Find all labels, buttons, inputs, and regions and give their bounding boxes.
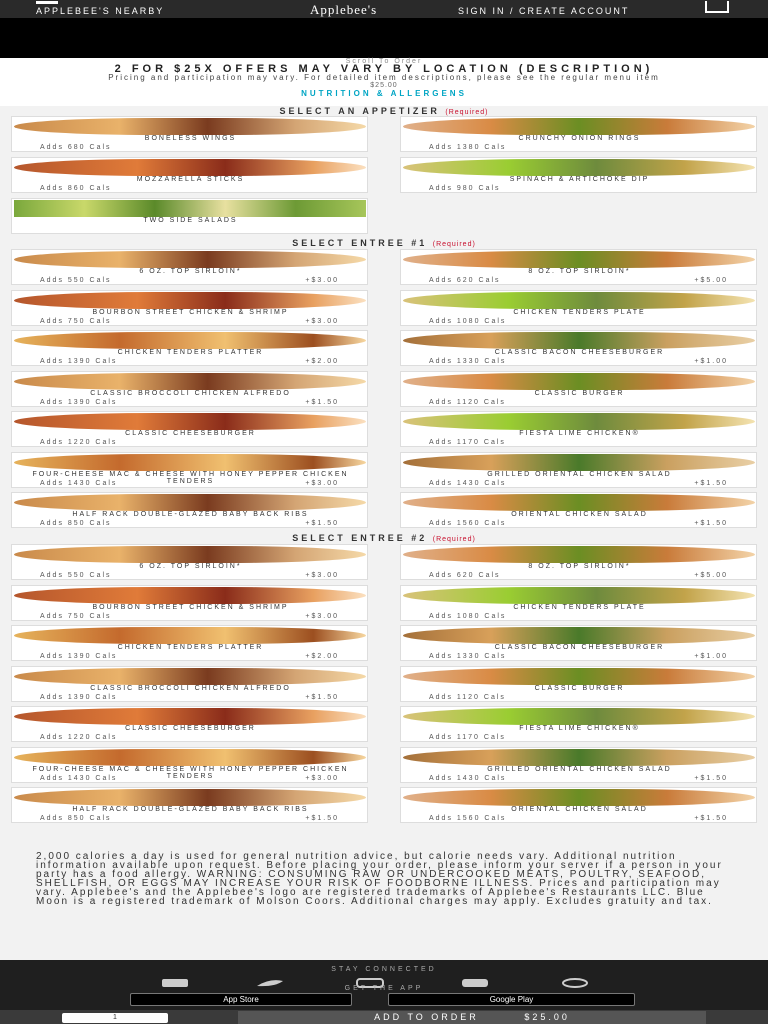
menu-item-image [14, 494, 366, 511]
menu-item-calories: Adds 620 Cals [429, 572, 501, 579]
menu-item-image [14, 413, 366, 430]
menu-item-card[interactable] [11, 249, 368, 285]
menu-item-calories: Adds 1220 Cals [40, 734, 118, 741]
menu-item-name: GRILLED ORIENTAL CHICKEN SALAD [487, 765, 672, 773]
menu-item-calories: Adds 750 Cals [40, 612, 112, 620]
menu-item-image [403, 587, 755, 604]
app-store-badge[interactable]: App Store [130, 993, 352, 1006]
menu-item-upcharge: +$3.00 [305, 612, 339, 620]
menu-item-upcharge: +$1.50 [305, 693, 339, 701]
menu-item-image [14, 200, 366, 217]
youtube-icon[interactable] [460, 975, 490, 985]
menu-item-card[interactable] [400, 625, 757, 661]
menu-item-calories: Adds 680 Cals [40, 144, 112, 151]
required-badge: (Required) [445, 109, 489, 116]
add-to-order-label: ADD TO ORDER [374, 1012, 479, 1022]
required-badge: (Required) [432, 536, 476, 543]
menu-item-upcharge: +$5.00 [694, 572, 728, 579]
twitter-icon[interactable] [255, 975, 285, 985]
menu-item-card[interactable] [11, 290, 368, 326]
menu-item-card[interactable] [11, 706, 368, 742]
menu-item-card[interactable] [400, 371, 757, 407]
add-to-order-button[interactable] [238, 1011, 706, 1024]
menu-item-name: CHICKEN TENDERS PLATTER [117, 644, 264, 651]
menu-item-name: CLASSIC CHEESEBURGER [125, 725, 256, 732]
menu-item-card[interactable] [400, 157, 757, 193]
signin-link[interactable]: SIGN IN / CREATE ACCOUNT [458, 6, 630, 16]
section-title: SELECT AN APPETIZER [279, 106, 440, 116]
menu-item-upcharge: +$1.50 [694, 774, 728, 782]
menu-item-upcharge: +$3.00 [305, 774, 339, 782]
menu-item-calories: Adds 1380 Cals [429, 144, 507, 151]
menu-item-upcharge: +$3.00 [305, 572, 339, 579]
menu-item-card[interactable] [11, 747, 368, 783]
menu-item-image [14, 292, 366, 309]
menu-item-image [14, 668, 366, 685]
menu-item-card[interactable] [400, 787, 757, 823]
menu-item-calories: Adds 860 Cals [40, 185, 112, 192]
menu-item-card[interactable] [11, 371, 368, 407]
menu-item-name: CHICKEN TENDERS PLATE [513, 603, 646, 611]
menu-item-card[interactable] [11, 157, 368, 193]
menu-item-upcharge: +$1.50 [694, 479, 728, 487]
menu-item-calories: Adds 1390 Cals [40, 653, 118, 660]
menu-item-calories: Adds 1170 Cals [429, 734, 506, 741]
menu-item-image [14, 118, 366, 135]
menu-item-name: CLASSIC BURGER [534, 389, 625, 397]
menu-item-card[interactable] [11, 452, 368, 488]
section-entree-1 [0, 238, 768, 248]
menu-item-image [14, 159, 366, 176]
section-appetizer [0, 106, 768, 116]
menu-item-card[interactable] [11, 330, 368, 366]
section-title: SELECT ENTREE #1 [292, 238, 428, 248]
instagram-icon[interactable] [355, 975, 385, 985]
menu-item-image [403, 118, 755, 135]
order-total: $25.00 [524, 1012, 570, 1022]
menu-item-calories: Adds 1220 Cals [40, 439, 118, 446]
menu-item-image [14, 627, 366, 644]
menu-item-name: CHICKEN TENDERS PLATTER [117, 349, 264, 356]
get-app-label: GET THE APP [344, 985, 424, 992]
menu-item-name: 6 OZ. TOP SIRLOIN* [139, 563, 242, 570]
menu-item-calories: Adds 750 Cals [40, 317, 112, 325]
menu-item-name: BONELESS WINGS [144, 135, 237, 142]
google-play-badge[interactable]: Google Play [388, 993, 635, 1006]
quantity-stepper[interactable]: 1 [62, 1013, 168, 1023]
menu-item-image [14, 546, 366, 563]
menu-item-name: BOURBON STREET CHICKEN & SHRIMP [92, 603, 289, 611]
menu-item-image [403, 494, 755, 511]
menu-item-calories: Adds 1080 Cals [429, 317, 507, 325]
menu-item-image [14, 332, 366, 349]
menu-item-calories: Adds 550 Cals [40, 277, 112, 284]
menu-item-name: 6 OZ. TOP SIRLOIN* [139, 268, 242, 275]
menu-item-card[interactable] [400, 747, 757, 783]
section-title: SELECT ENTREE #2 [292, 533, 428, 543]
menu-item-card[interactable] [11, 492, 368, 528]
menu-item-name: FOUR-CHEESE MAC & CHEESE WITH HONEY PEPPER CHICKEN TENDERS [32, 765, 349, 780]
menu-item-image [403, 546, 755, 563]
menu-item-name: 8 OZ. TOP SIRLOIN* [528, 268, 631, 275]
menu-item-image [403, 292, 755, 309]
menu-item-name: HALF RACK DOUBLE-GLAZED BABY BACK RIBS [72, 511, 309, 518]
menu-item-upcharge: +$3.00 [305, 479, 339, 487]
pinterest-icon[interactable] [560, 975, 590, 985]
scroll-hint: Scroll To Order [345, 58, 423, 65]
menu-item-calories: Adds 850 Cals [40, 815, 112, 822]
menu-item-image [403, 413, 755, 430]
menu-item-card[interactable] [400, 290, 757, 326]
menu-item-image [14, 373, 366, 390]
menu-item-calories: Adds 1170 Cals [429, 439, 506, 446]
menu-item-name: CLASSIC BURGER [534, 684, 625, 692]
item-price: $25.00 [370, 82, 398, 89]
menu-item-name: FIESTA LIME CHICKEN® [519, 725, 640, 732]
cart-icon[interactable] [705, 1, 729, 13]
menu-item-calories: Adds 1390 Cals [40, 398, 118, 406]
menu-item-name: CRUNCHY ONION RINGS [518, 135, 641, 142]
menu-item-calories: Adds 1560 Cals [429, 815, 507, 822]
menu-item-card[interactable] [400, 544, 757, 580]
menu-item-card[interactable] [11, 198, 368, 234]
menu-item-name: BOURBON STREET CHICKEN & SHRIMP [92, 308, 289, 316]
menu-item-card[interactable] [400, 666, 757, 702]
menu-item-calories: Adds 550 Cals [40, 572, 112, 579]
item-description: Pricing and participation may vary. For detailed item descriptions, please see the regular menu item [108, 73, 660, 82]
menu-item-name: HALF RACK DOUBLE-GLAZED BABY BACK RIBS [72, 806, 309, 813]
menu-item-name: CLASSIC BROCCOLI CHICKEN ALFREDO [90, 389, 291, 397]
menu-item-calories: Adds 1560 Cals [429, 520, 507, 527]
menu-item-card[interactable] [400, 706, 757, 742]
menu-item-image [403, 251, 755, 268]
menu-item-name: CLASSIC CHEESEBURGER [125, 430, 256, 437]
menu-item-image [14, 454, 366, 471]
menu-item-name: GRILLED ORIENTAL CHICKEN SALAD [487, 470, 672, 478]
menu-item-upcharge: +$1.50 [305, 520, 339, 527]
stay-connected-label: STAY CONNECTED [331, 966, 437, 973]
menu-item-name: SPINACH & ARTICHOKE DIP [509, 176, 650, 183]
menu-item-upcharge: +$1.00 [694, 358, 728, 365]
top-bar [0, 0, 768, 18]
brand-logo[interactable]: Applebee's [310, 2, 378, 17]
menu-item-image [403, 373, 755, 390]
menu-item-calories: Adds 1390 Cals [40, 358, 118, 365]
hero-banner [0, 18, 768, 62]
menu-item-card[interactable] [400, 411, 757, 447]
menu-item-calories: Adds 1120 Cals [429, 693, 506, 701]
menu-item-upcharge: +$3.00 [305, 277, 339, 284]
menu-item-upcharge: +$1.50 [694, 815, 728, 822]
menu-item-upcharge: +$1.00 [694, 653, 728, 660]
menu-item-calories: Adds 1120 Cals [429, 398, 506, 406]
item-header [0, 58, 768, 106]
facebook-icon[interactable] [160, 975, 190, 985]
menu-item-name: ORIENTAL CHICKEN SALAD [511, 806, 648, 813]
menu-item-card[interactable] [400, 492, 757, 528]
menu-item-image [14, 789, 366, 806]
menu-item-image [403, 627, 755, 644]
menu-item-calories: Adds 1430 Cals [40, 774, 118, 782]
menu-item-image [403, 332, 755, 349]
menu-item-calories: Adds 1430 Cals [429, 479, 507, 487]
menu-item-image [14, 749, 366, 766]
page-title: 2 FOR $25X OFFERS MAY VARY BY LOCATION (DESCRIPTION) [114, 63, 654, 75]
menu-item-name: ORIENTAL CHICKEN SALAD [511, 511, 648, 518]
menu-item-upcharge: +$1.50 [694, 520, 728, 527]
menu-item-calories: Adds 1080 Cals [429, 612, 507, 620]
menu-item-name: FIESTA LIME CHICKEN® [519, 430, 640, 437]
legal-footnote: 2,000 calories a day is used for general nutrition advice, but calorie needs vary. Additional nutrition information available upon request. Before placing your order, please inform your server if a person in your party has a food allergy. WARNING: CONSUMING RAW OR UNDERCOOKED MEATS, POULTRY, SEAFOOD, SHELLFISH, OR EGGS MAY INCREASE YOUR RISK OF FOODBORNE ILLNESS. Prices and participation may vary. Applebee's and the Applebee's logo are registered trademarks of Applebee's Restaurants LLC. Blue Moon is a registered trademark of Molson Coors. Additional charges may apply. Excludes gratuity and tax. [36, 851, 723, 907]
nutrition-link[interactable]: NUTRITION & ALLERGENS [301, 89, 467, 98]
menu-item-card[interactable] [400, 249, 757, 285]
required-badge: (Required) [432, 241, 476, 248]
menu-item-card[interactable] [400, 585, 757, 621]
menu-item-card[interactable] [11, 544, 368, 580]
menu-item-calories: Adds 1430 Cals [40, 479, 118, 487]
menu-item-card[interactable] [400, 452, 757, 488]
menu-item-name: FOUR-CHEESE MAC & CHEESE WITH HONEY PEPPER CHICKEN TENDERS [32, 470, 349, 485]
menu-item-calories: Adds 980 Cals [429, 185, 501, 192]
menu-item-card[interactable] [400, 330, 757, 366]
menu-item-upcharge: +$5.00 [694, 277, 728, 284]
menu-item-name: CLASSIC BACON CHEESEBURGER [494, 644, 665, 651]
menu-item-card[interactable] [11, 625, 368, 661]
menu-item-card[interactable] [11, 116, 368, 152]
menu-item-name: TWO SIDE SALADS [143, 217, 238, 224]
menu-item-image [403, 708, 755, 725]
menu-item-upcharge: +$2.00 [305, 358, 339, 365]
menu-item-upcharge: +$3.00 [305, 317, 339, 325]
menu-item-calories: Adds 620 Cals [429, 277, 501, 284]
menu-item-image [14, 251, 366, 268]
menu-item-calories: Adds 1390 Cals [40, 693, 118, 701]
menu-item-name: CLASSIC BROCCOLI CHICKEN ALFREDO [90, 684, 291, 692]
menu-icon[interactable] [36, 1, 58, 4]
menu-item-card[interactable] [400, 116, 757, 152]
menu-item-calories: Adds 1330 Cals [429, 653, 507, 660]
menu-item-calories: Adds 1430 Cals [429, 774, 507, 782]
menu-item-card[interactable] [11, 411, 368, 447]
menu-item-image [403, 789, 755, 806]
menu-item-name: MOZZARELLA STICKS [136, 176, 245, 183]
menu-item-name: 8 OZ. TOP SIRLOIN* [528, 563, 631, 570]
menu-item-image [403, 454, 755, 471]
menu-item-upcharge: +$1.50 [305, 398, 339, 406]
menu-item-upcharge: +$2.00 [305, 653, 339, 660]
menu-item-calories: Adds 1330 Cals [429, 358, 507, 365]
section-entree-2 [0, 533, 768, 543]
menu-item-image [403, 668, 755, 685]
menu-item-card[interactable] [11, 585, 368, 621]
menu-item-card[interactable] [11, 666, 368, 702]
menu-item-upcharge: +$1.50 [305, 815, 339, 822]
menu-item-name: CLASSIC BACON CHEESEBURGER [494, 349, 665, 356]
menu-item-card[interactable] [11, 787, 368, 823]
menu-item-image [403, 749, 755, 766]
menu-item-image [403, 159, 755, 176]
menu-item-name: CHICKEN TENDERS PLATE [513, 308, 646, 316]
menu-item-image [14, 587, 366, 604]
menu-item-image [14, 708, 366, 725]
location-selector[interactable]: APPLEBEE'S NEARBY [36, 6, 165, 16]
menu-item-calories: Adds 850 Cals [40, 520, 112, 527]
